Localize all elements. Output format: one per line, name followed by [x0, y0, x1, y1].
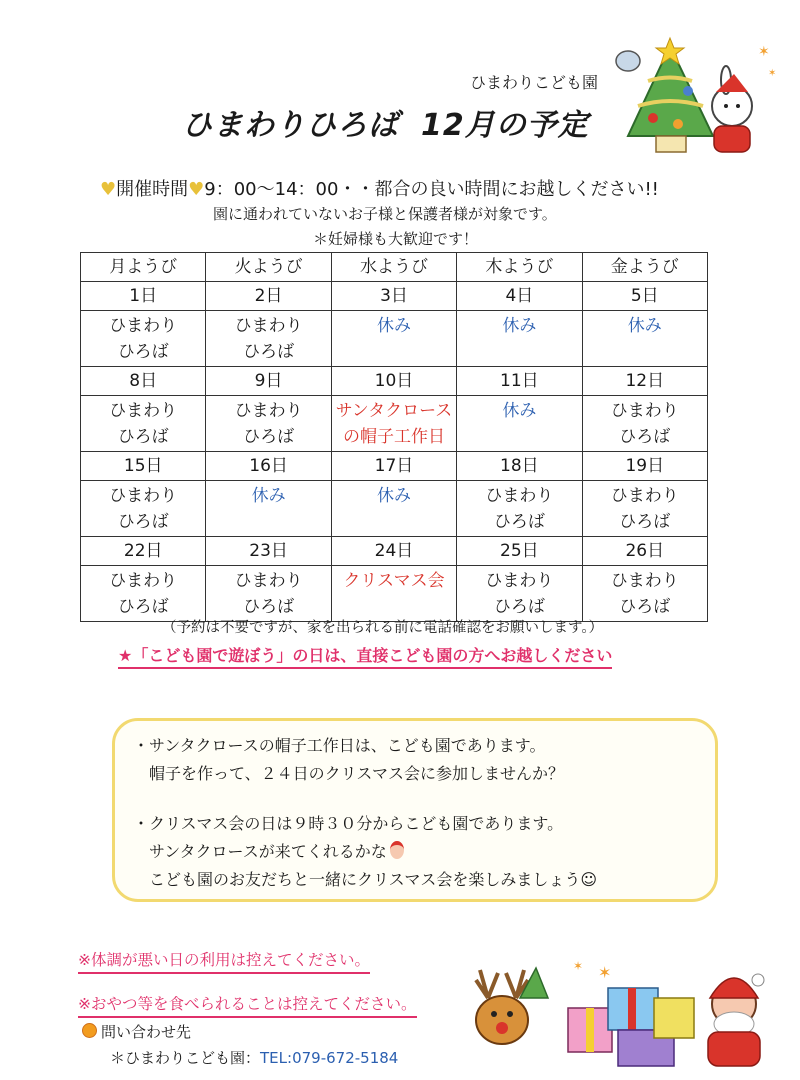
activity-cell: [206, 481, 331, 537]
reindeer-santa-illustration: [458, 958, 778, 1068]
date-cell: 5日: [582, 282, 707, 311]
activity-line: ひろば: [493, 512, 545, 532]
schedule-table: [80, 252, 708, 622]
activity-row: [81, 481, 708, 537]
date-cell: 9日: [206, 367, 331, 396]
activity-line: ひまわり: [485, 571, 554, 591]
hours-text: 9：00〜14：00・・都合の良い時間にお越しください!!: [204, 179, 659, 200]
schedule-body: [81, 282, 708, 622]
heart-icon: ♥: [100, 179, 117, 200]
date-cell: 19日: [582, 452, 707, 481]
activity-line: 休み: [376, 486, 411, 506]
contact-label: [82, 1021, 191, 1042]
activity-cell: [331, 396, 456, 452]
weekday-header: 水ようび: [331, 253, 456, 282]
title-main: ひまわりひろば: [182, 108, 399, 143]
activity-cell: [206, 396, 331, 452]
weekday-header-row: [81, 253, 708, 282]
weekday-header: 火ようび: [206, 253, 331, 282]
date-cell: 26日: [582, 537, 707, 566]
svg-text:✶: ✶: [758, 44, 770, 60]
activity-line: ひろば: [117, 427, 169, 447]
activity-cell: [582, 396, 707, 452]
pregnant-welcome: ＊妊婦様も大歓迎です！: [313, 230, 479, 248]
contact-prefix: ＊ひまわりこども園：: [110, 1049, 261, 1067]
date-cell: 1日: [81, 282, 206, 311]
date-row: [81, 367, 708, 396]
activity-line: ひまわり: [234, 316, 303, 336]
hours-label: 開催時間: [116, 179, 189, 200]
date-row: [81, 537, 708, 566]
activity-line: ひろば: [493, 597, 545, 617]
date-cell: 15日: [81, 452, 206, 481]
warning-health: ※体調が悪い日の利用は控えてください。: [78, 948, 370, 974]
date-cell: 22日: [81, 537, 206, 566]
info-line: こども園のお友だちと一緒にクリスマス会を楽しみましょう☺: [149, 870, 598, 889]
date-cell: 11日: [457, 367, 582, 396]
date-cell: 3日: [331, 282, 456, 311]
page-title: [182, 100, 589, 144]
activity-cell: [331, 311, 456, 367]
activity-cell: [206, 311, 331, 367]
activity-line: 休み: [251, 486, 286, 506]
activity-line: ひろば: [619, 597, 671, 617]
activity-line: ひろば: [117, 342, 169, 362]
activity-line: の帽子工作日: [342, 427, 445, 447]
date-cell: 10日: [331, 367, 456, 396]
activity-cell: [582, 311, 707, 367]
activity-line: ひまわり: [485, 486, 554, 506]
weekday-header: 月ようび: [81, 253, 206, 282]
activity-line: ひろば: [619, 512, 671, 532]
opening-hours: [100, 175, 659, 201]
contact-label-text: 問い合わせ先: [101, 1023, 192, 1041]
activity-cell: [457, 311, 582, 367]
activity-line: ひまわり: [610, 571, 679, 591]
date-row: [81, 452, 708, 481]
date-cell: 12日: [582, 367, 707, 396]
activity-line: クリスマス会: [343, 571, 445, 591]
reservation-note: （予約は不要ですが、家を出られる前に電話確認をお願いします。）: [162, 620, 604, 636]
activity-line: ひまわり: [109, 401, 178, 421]
activity-line: ひろば: [243, 597, 295, 617]
activity-line: ひまわり: [109, 571, 178, 591]
contact-line: [110, 1047, 398, 1068]
date-cell: 4日: [457, 282, 582, 311]
info-line: ・サンタクロースの帽子工作日は、こども園であります。: [133, 736, 546, 755]
date-cell: 24日: [331, 537, 456, 566]
activity-line: ひろば: [619, 427, 671, 447]
flower-icon: [82, 1023, 97, 1038]
activity-cell: [81, 481, 206, 537]
activity-line: ひまわり: [109, 486, 178, 506]
warning-snacks: ※おやつ等を食べられることは控えてください。: [78, 992, 417, 1018]
contact-tel: TEL:079-672-5184: [260, 1049, 399, 1067]
christmas-tree-illustration: [608, 36, 778, 156]
activity-line: 休み: [376, 316, 411, 336]
date-cell: 25日: [457, 537, 582, 566]
activity-line: 休み: [502, 401, 537, 421]
info-line: [149, 839, 404, 862]
activity-cell: [81, 396, 206, 452]
svg-text:✶: ✶: [573, 959, 584, 973]
activity-cell: [457, 481, 582, 537]
info-box: [112, 718, 718, 902]
activity-line: 休み: [502, 316, 537, 336]
date-row: [81, 282, 708, 311]
activity-line: サンタクロース: [335, 401, 453, 421]
activity-cell: [81, 311, 206, 367]
activity-row: [81, 311, 708, 367]
activity-line: ひろば: [243, 427, 295, 447]
date-cell: 17日: [331, 452, 456, 481]
weekday-header: 木ようび: [457, 253, 582, 282]
activity-cell: [582, 566, 707, 622]
activity-line: ひまわり: [610, 486, 679, 506]
info-line: 帽子を作って、２４日のクリスマス会に参加しませんか？: [149, 764, 565, 783]
activity-cell: [582, 481, 707, 537]
svg-text:✶: ✶: [768, 68, 777, 79]
activity-line: ひまわり: [234, 401, 303, 421]
activity-cell: [331, 481, 456, 537]
weekday-header: 金ようび: [582, 253, 707, 282]
activity-line: ひろば: [243, 342, 295, 362]
activity-cell: [81, 566, 206, 622]
activity-cell: [457, 396, 582, 452]
date-cell: 2日: [206, 282, 331, 311]
date-cell: 18日: [457, 452, 582, 481]
santa-face-icon: [390, 841, 404, 859]
date-cell: 8日: [81, 367, 206, 396]
title-month: 12月の予定: [421, 108, 589, 143]
target-audience: 園に通われていないお子様と保護者様が対象です。: [213, 205, 557, 223]
date-cell: 23日: [206, 537, 331, 566]
heart-icon: ♥: [188, 179, 205, 200]
activity-cell: [206, 566, 331, 622]
activity-line: ひろば: [117, 512, 169, 532]
activity-cell: [457, 566, 582, 622]
activity-line: ひまわり: [610, 401, 679, 421]
svg-text:✶: ✶: [598, 963, 612, 982]
activity-cell: [331, 566, 456, 622]
activity-row: [81, 396, 708, 452]
activity-line: ひまわり: [234, 571, 303, 591]
date-cell: 16日: [206, 452, 331, 481]
activity-line: ひまわり: [109, 316, 178, 336]
activity-line: 休み: [627, 316, 662, 336]
activity-row: [81, 566, 708, 622]
activity-line: ひろば: [117, 597, 169, 617]
info-line: ・クリスマス会の日は９時３０分からこども園であります。: [133, 814, 564, 833]
organization-name: ひまわりこども園: [470, 73, 599, 92]
star-note: ★「こども園で遊ぼう」の日は、直接こども園の方へお越しください: [118, 643, 612, 669]
info-line-text: サンタクロースが来てくれるかな: [149, 842, 387, 861]
